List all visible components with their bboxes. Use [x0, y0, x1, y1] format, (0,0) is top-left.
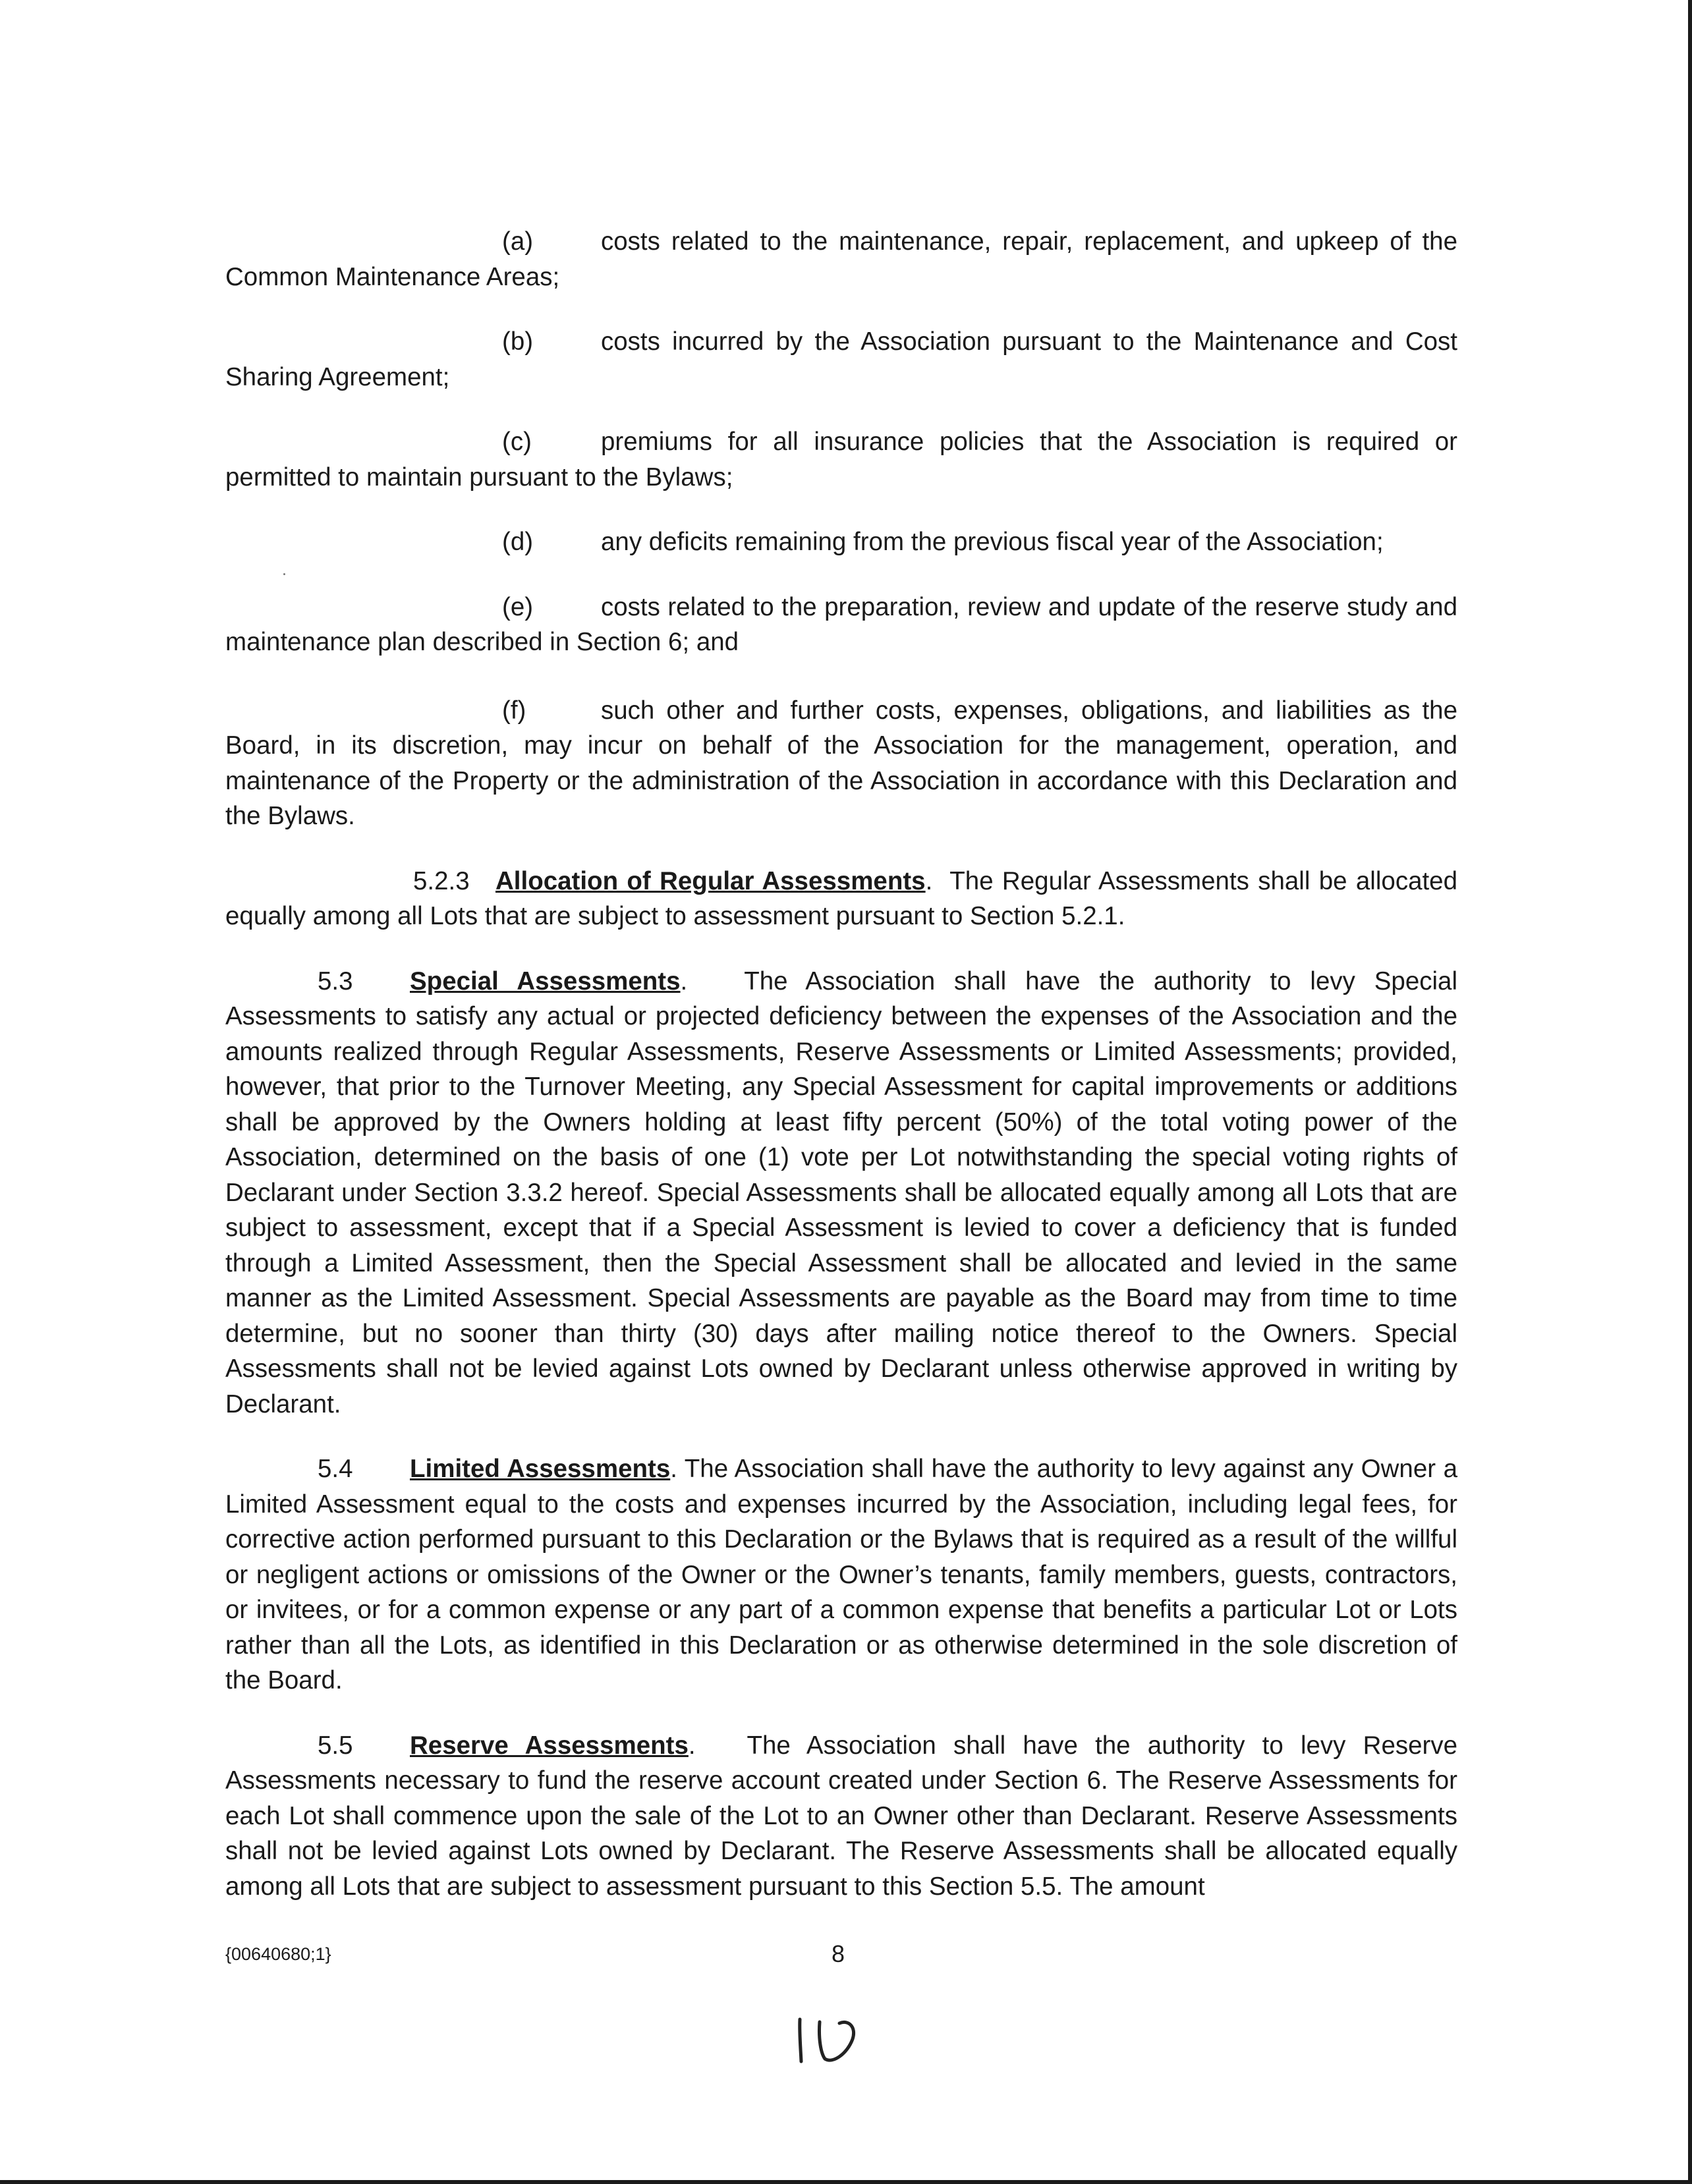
paragraph-f — [225, 693, 1457, 834]
scan-border-right — [1688, 0, 1692, 2184]
section-text: The Association shall have the authority to levy Reserve Assessments necessary to fund the reserve account created under Section 6. The Reserve Assessments for each Lot shall commence upon the sale of the Lot to an Owner other than Declarant. Reserve Assessments shall not be levied against Lots owned by Declarant. The Reserve Assessments shall be allocated equally among all Lots that are subject to assessment pursuant to this Section 5.5. The amount — [225, 1731, 1457, 1901]
paragraph-marker: (d) — [502, 528, 534, 556]
handwritten-page-number — [791, 2013, 876, 2065]
paragraph-text: such other and further costs, expenses, obligations, and liabilities as the Board, in its discretion, may incur on behalf of the Association for the management, operation, and maintenance of the Property or the administration of the Association in accordance with this Declaration and the Bylaws. — [225, 696, 1457, 830]
section-number: 5.3 — [318, 966, 353, 995]
paragraph-a — [225, 224, 1457, 294]
section-heading: Reserve Assessments — [410, 1731, 689, 1760]
page-footer — [225, 1941, 1457, 1974]
section-number: 5.4 — [318, 1455, 353, 1483]
section-heading: Special Assessments — [410, 966, 681, 995]
section-text: The Association shall have the authority to levy Special Assessments to satisfy any actual or projected deficiency between the expenses of the Association and the amounts realized through Regular Assessments, Reserve Assessments or Limited Assessments; provided, however, that prior to the Turnover Meeting, any Special Assessment for capital improvements or additions shall be approved by the Owners holding at least fifty percent (50%) of the total voting power of the Association, determined on the basis of one (1) vote per Lot notwithstanding the special voting rights of Declarant under Section 3.3.2 hereof. Special Assessments shall be allocated equally among all Lots that are subject to assessment, except that if a Special Assessment is levied to cover a deficiency that is funded through a Limited Assessment, then the Special Assessment shall be allocated and levied in the same manner as the Limited Assessment. Special Assessments are payable as the Board may from time to time determine, but no sooner than thirty (30) days after mailing notice thereof to the Owners. Special Assessments shall not be levied against Lots owned by Declarant unless otherwise approved in writing by Declarant. — [225, 966, 1458, 1418]
paragraph-e — [225, 590, 1457, 660]
document-body — [225, 224, 1457, 1904]
page-number: 8 — [831, 1940, 845, 1967]
section-text: The Regular Assessments shall be allocated equally among all Lots that are subject to assessment pursuant to Section 5.2.1. — [225, 866, 1458, 930]
section-5-5: 5.5 Reserve Assessments. The Association shall have the authority to levy Reserve Assessments necessary to fund the reserve account created under Section 6. The Reserve Assessments for each Lot shall commence upon the sale of the Lot to an Owner other than Declarant. Reserve Assessments shall not be levied against Lots owned by Declarant. The Reserve Assessments shall be allocated equally among all Lots that are subject to assessment pursuant to this Section 5.5. The amount — [225, 1728, 1457, 1905]
paragraph-marker: (e) — [502, 592, 534, 621]
section-number: 5.5 — [318, 1731, 353, 1760]
section-number: 5.2.3 — [413, 866, 470, 895]
paragraph-text: any deficits remaining from the previous fiscal year of the Association; — [601, 528, 1384, 556]
paragraph-marker: (f) — [502, 696, 526, 725]
section-text: The Association shall have the authority to levy against any Owner a Limited Assessment equal to the costs and expenses incurred by the Association, including legal fees, for corrective action performed pursuant to this Declaration or the Bylaws that is required as a result of the willful or negligent actions or omissions of the Owner or the Owner’s tenants, family members, guests, contractors, or invitees, or for a common expense or any part of a common expense that benefits a particular Lot or Lots rather than all the Lots, as identified in this Declaration or as otherwise determined in the sole discretion of the Board. — [225, 1455, 1458, 1694]
section-heading: Allocation of Regular Assessments — [495, 866, 926, 895]
section-heading: Limited Assessments — [410, 1455, 671, 1483]
scan-border-bottom — [0, 2180, 1692, 2184]
paragraph-text: costs incurred by the Association pursuant to the Maintenance and Cost Sharing Agreement; — [225, 327, 1457, 391]
section-5-3: 5.3 Special Assessments. The Association shall have the authority to levy Special Assessments to satisfy any actual or projected deficiency between the expenses of the Association and the amounts realized through Regular Assessments, Reserve Assessments or Limited Assessments; provided, however, that prior to the Turnover Meeting, any Special Assessment for capital improvements or additions shall be approved by the Owners holding at least fifty percent (50%) of the total voting power of the Association, determined on the basis of one (1) vote per Lot notwithstanding the special voting rights of Declarant under Section 3.3.2 hereof. Special Assessments shall be allocated equally among all Lots that are subject to assessment, except that if a Special Assessment is levied to cover a deficiency that is funded through a Limited Assessment, then the Special Assessment shall be allocated and levied in the same manner as the Limited Assessment. Special Assessments are payable as the Board may from time to time determine, but no sooner than thirty (30) days after mailing notice thereof to the Owners. Special Assessments shall not be levied against Lots owned by Declarant unless otherwise approved in writing by Declarant. — [225, 964, 1457, 1422]
paragraph-marker: (b) — [502, 327, 534, 356]
paragraph-marker: (a) — [502, 227, 534, 256]
paragraph-b — [225, 324, 1457, 395]
paragraph-c — [225, 424, 1457, 495]
section-5-4: 5.4 Limited Assessments. The Association shall have the authority to levy against any Owner a Limited Assessment equal to the costs and expenses incurred by the Association, including legal fees, for corrective action performed pursuant to this Declaration or the Bylaws that is required as a result of the willful or negligent actions or omissions of the Owner or the Owner’s tenants, family members, guests, contractors, or invitees, or for a common expense or any part of a common expense that benefits a particular Lot or Lots rather than all the Lots, as identified in this Declaration or as otherwise determined in the sole discretion of the Board. — [225, 1451, 1457, 1698]
paragraph-marker: (c) — [502, 428, 532, 456]
paragraph-text: premiums for all insurance policies that the Association is required or permitted to maintain pursuant to the Bylaws; — [225, 428, 1457, 491]
section-5-2-3: 5.2.3 Allocation of Regular Assessments. The Regular Assessments shall be allocated equally among all Lots that are subject to assessment pursuant to Section 5.2.1. — [225, 864, 1457, 934]
document-id: {00640680;1} — [225, 1944, 331, 1964]
paragraph-text: costs related to the preparation, review and update of the reserve study and maintenance plan described in Section 6; and — [225, 592, 1457, 656]
paragraph-text: costs related to the maintenance, repair, replacement, and upkeep of the Common Maintenance Areas; — [225, 227, 1457, 291]
paragraph-d — [225, 524, 1457, 560]
